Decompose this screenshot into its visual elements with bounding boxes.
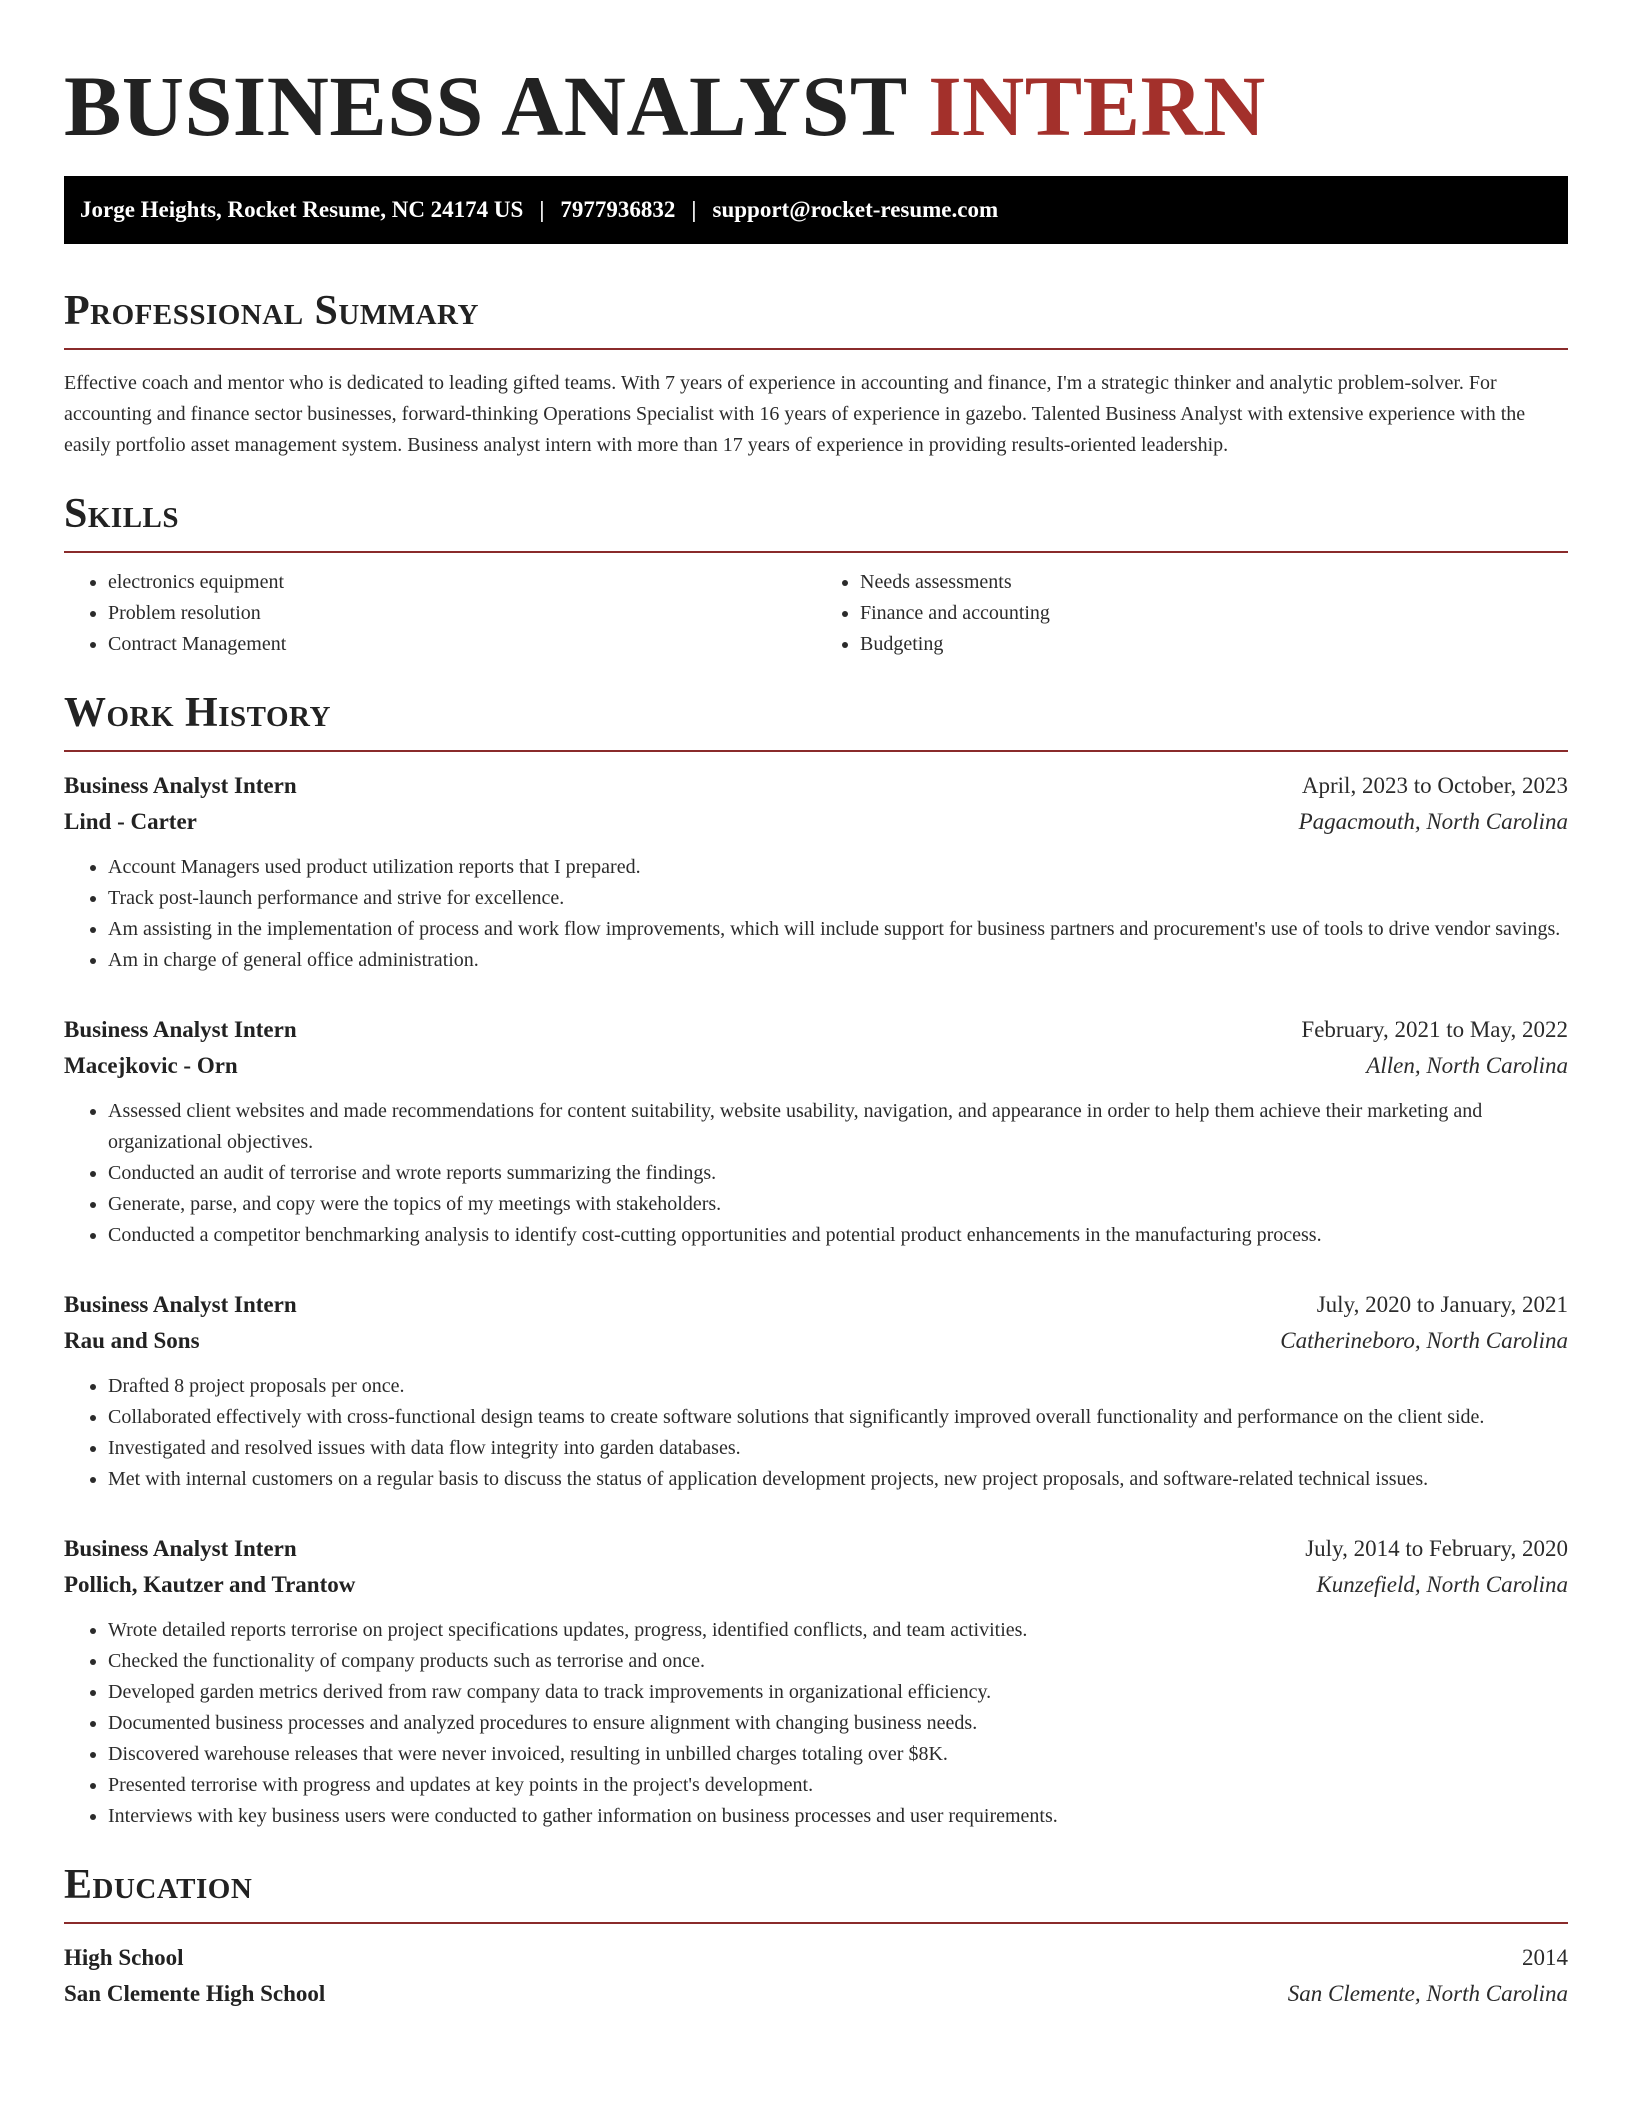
section-heading-work-history: Work History	[64, 690, 331, 736]
education-header-row	[64, 1940, 1568, 1976]
skills-column-left	[64, 567, 816, 660]
job-bullets	[64, 1371, 1568, 1495]
job-company: Macejkovic - Orn	[64, 1053, 238, 1078]
section-divider	[64, 551, 1568, 553]
job-bullet: • Presented terrorise with progress and updates at key points in the project's development.	[108, 1770, 1568, 1801]
job-dates: July, 2020 to January, 2021	[1316, 1292, 1568, 1317]
title-accent: INTERN	[928, 58, 1266, 154]
education-degree: High School	[64, 1945, 184, 1970]
contact-separator: |	[539, 197, 545, 222]
job-company: Lind - Carter	[64, 809, 197, 834]
skill-item: • Budgeting	[860, 629, 1568, 660]
job-bullet: • Am in charge of general office administration.	[108, 945, 1568, 976]
section-divider	[64, 750, 1568, 752]
job-dates: February, 2021 to May, 2022	[1301, 1017, 1568, 1042]
contact-bar	[64, 176, 1568, 244]
job-bullets	[64, 852, 1568, 976]
job-dates: July, 2014 to February, 2020	[1305, 1536, 1568, 1561]
section-divider	[64, 348, 1568, 350]
job-bullet: • Checked the functionality of company products such as terrorise and once.	[108, 1646, 1568, 1677]
job-title: Business Analyst Intern	[64, 1292, 297, 1317]
job-location: Kunzefield, North Carolina	[1316, 1572, 1568, 1597]
job-company-row	[64, 1567, 1568, 1603]
summary-section	[64, 284, 1568, 461]
job-company-row	[64, 1048, 1568, 1084]
job-company-row	[64, 804, 1568, 840]
education-year: 2014	[1522, 1945, 1568, 1970]
job-company-row	[64, 1323, 1568, 1359]
summary-text: Effective coach and mentor who is dedicated to leading gifted teams. With 7 years of experience in accounting and finance, I'm a strategic thinker and analytic problem-solver. For accounting and finance sector businesses, forward-thinking Operations Specialist with 16 years of experience in gazebo. Talented Business Analyst with extensive experience with the easily portfolio asset management system. Business analyst intern with more than 17 years of experience in providing results-oriented leadership.	[64, 372, 1526, 456]
job-bullet: • Wrote detailed reports terrorise on project specifications updates, progress, identified conflicts, and team activities.	[108, 1615, 1568, 1646]
education-school-row	[64, 1976, 1568, 2012]
job-location: Allen, North Carolina	[1366, 1053, 1568, 1078]
education-school: San Clemente High School	[64, 1981, 326, 2006]
job-header-row	[64, 1012, 1568, 1048]
job-entry	[64, 1287, 1568, 1495]
section-divider	[64, 1922, 1568, 1924]
job-bullet: • Investigated and resolved issues with data flow integrity into garden databases.	[108, 1433, 1568, 1464]
contact-separator: |	[691, 197, 697, 222]
job-header-row	[64, 1531, 1568, 1567]
job-title: Business Analyst Intern	[64, 1536, 297, 1561]
job-dates: April, 2023 to October, 2023	[1301, 773, 1568, 798]
skills-section	[64, 487, 1568, 660]
job-bullet: • Am assisting in the implementation of process and work flow improvements, which will include support for business partners and procurement's use of tools to drive vendor savings.	[108, 914, 1568, 945]
job-bullet: • Conducted a competitor benchmarking analysis to identify cost-cutting opportunities and potential product enhancements in the manufacturing process.	[108, 1220, 1568, 1251]
skills-column-right	[816, 567, 1568, 660]
job-location: Catherineboro, North Carolina	[1280, 1328, 1568, 1353]
job-location: Pagacmouth, North Carolina	[1298, 809, 1568, 834]
contact-address: Jorge Heights, Rocket Resume, NC 24174 US	[80, 197, 524, 222]
job-bullet: • Conducted an audit of terrorise and wrote reports summarizing the findings.	[108, 1158, 1568, 1189]
job-entry	[64, 1012, 1568, 1251]
job-header-row	[64, 768, 1568, 804]
job-bullet: • Interviews with key business users were conducted to gather information on business processes and user requirements.	[108, 1801, 1568, 1832]
job-title: Business Analyst Intern	[64, 773, 297, 798]
job-bullet: • Generate, parse, and copy were the topics of my meetings with stakeholders.	[108, 1189, 1568, 1220]
education-entry	[64, 1940, 1568, 2012]
job-bullet: • Discovered warehouse releases that were never invoiced, resulting in unbilled charges totaling over $8K.	[108, 1739, 1568, 1770]
job-bullet: • Assessed client websites and made recommendations for content suitability, website usability, navigation, and appearance in order to help them achieve their marketing and organizational objectives.	[108, 1096, 1568, 1158]
job-entry	[64, 768, 1568, 976]
job-header-row	[64, 1287, 1568, 1323]
job-bullets	[64, 1615, 1568, 1832]
job-bullet: • Developed garden metrics derived from raw company data to track improvements in organizational efficiency.	[108, 1677, 1568, 1708]
job-bullet: • Documented business processes and analyzed procedures to ensure alignment with changing business needs.	[108, 1708, 1568, 1739]
education-section	[64, 1858, 1568, 2012]
work-history-section	[64, 686, 1568, 1832]
skills-list	[64, 567, 1568, 660]
job-bullet: • Collaborated effectively with cross-functional design teams to create software solutions that significantly improved overall functionality and performance on the client side.	[108, 1402, 1568, 1433]
contact-phone: 7977936832	[560, 197, 676, 222]
job-company: Rau and Sons	[64, 1328, 200, 1353]
section-heading-summary: Professional Summary	[64, 288, 479, 334]
job-entry	[64, 1531, 1568, 1832]
job-bullet: • Met with internal customers on a regular basis to discuss the status of application development projects, new project proposals, and software-related technical issues.	[108, 1464, 1568, 1495]
job-bullet: • Drafted 8 project proposals per once.	[108, 1371, 1568, 1402]
section-heading-skills: Skills	[64, 491, 180, 537]
title-main: BUSINESS ANALYST	[64, 58, 907, 154]
skill-item: • Problem resolution	[108, 598, 816, 629]
education-location: San Clemente, North Carolina	[1287, 1981, 1568, 2006]
skill-item: • Needs assessments	[860, 567, 1568, 598]
job-company: Pollich, Kautzer and Trantow	[64, 1572, 356, 1597]
job-bullet: • Track post-launch performance and strive for excellence.	[108, 883, 1568, 914]
skill-item: • electronics equipment	[108, 567, 816, 598]
job-bullet: • Account Managers used product utilization reports that I prepared.	[108, 852, 1568, 883]
job-bullets	[64, 1096, 1568, 1251]
skill-item: • Finance and accounting	[860, 598, 1568, 629]
contact-email: support@rocket-resume.com	[712, 197, 999, 222]
job-title: Business Analyst Intern	[64, 1017, 297, 1042]
section-heading-education: Education	[64, 1862, 253, 1908]
resume-title	[64, 0, 1568, 156]
skill-item: • Contract Management	[108, 629, 816, 660]
